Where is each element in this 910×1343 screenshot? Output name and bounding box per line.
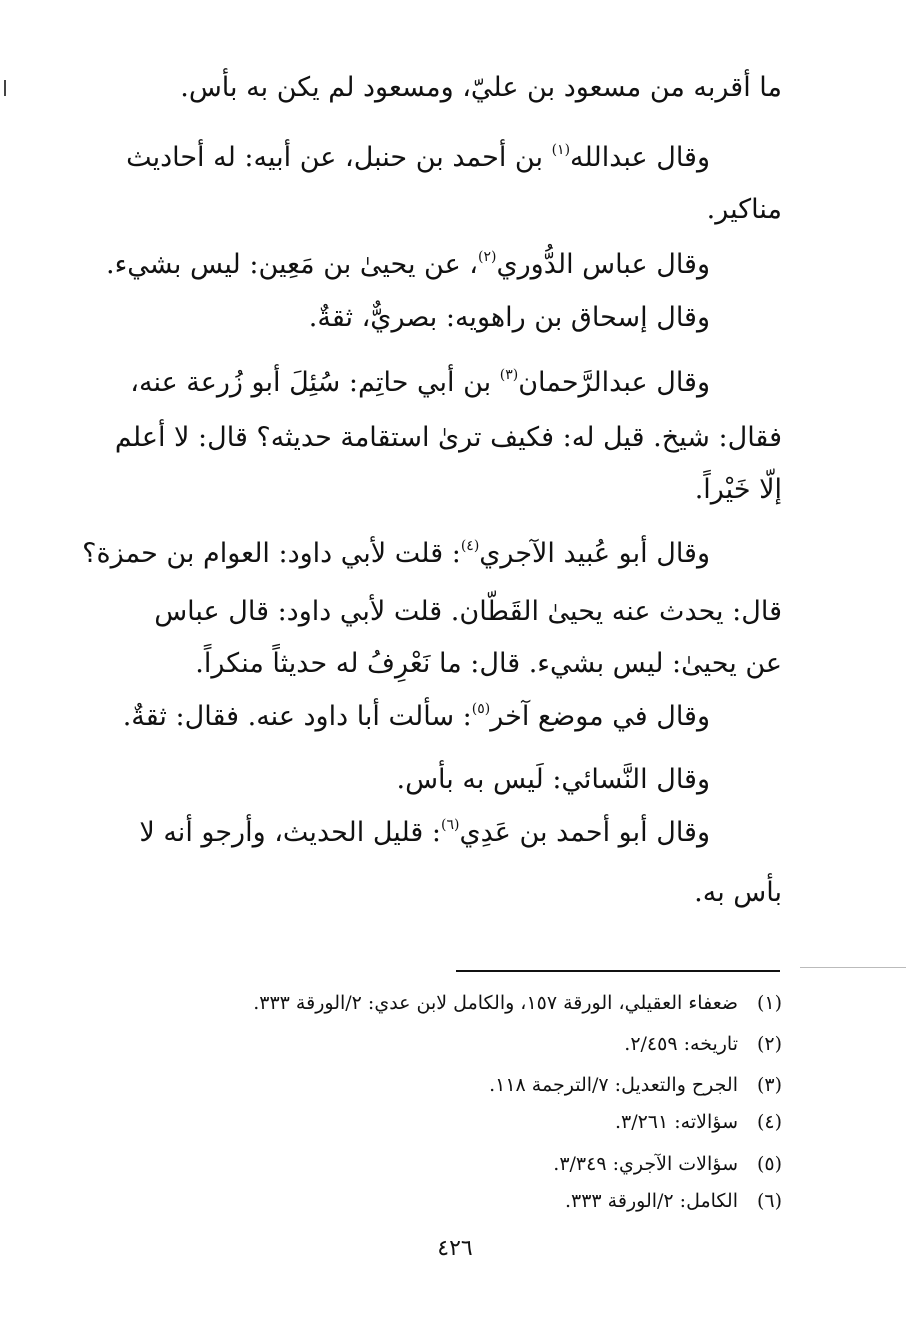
footnote-text: سؤالاته: ٣/٢٦١. <box>614 1111 738 1133</box>
page-number: ٤٢٦ <box>437 1236 473 1261</box>
text-line-5: وقال إسحاق بن راهويه: بصريٌّ، ثقةٌ. <box>308 302 710 333</box>
footnote-number: (٤) <box>756 1111 782 1133</box>
text-line-15: بأس به. <box>694 877 782 908</box>
text-line-13: وقال النَّسائي: لَيس به بأس. <box>396 764 710 795</box>
footnote-number: (٣) <box>756 1074 782 1096</box>
text-line-7: فقال: شيخ. قيل له: فكيف ترىٰ استقامة حديثه؟ قال: لا أعلم <box>114 422 782 453</box>
footnote-ref-6: (٦) <box>440 817 460 833</box>
footnote-2 <box>82 1030 782 1058</box>
footnote-3 <box>82 1071 782 1099</box>
footnote-6 <box>82 1187 782 1215</box>
text-line-6: وقال عبدالرَّحمان$^{(٣)}$ بن أبي حاتِم: سُئِلَ أبو زُرعة عنه، <box>130 367 710 398</box>
footnote-ref-3: (٣) <box>499 367 519 383</box>
footnote-number: (٥) <box>756 1153 782 1175</box>
margin-mark <box>4 80 6 96</box>
footnote-text: الجرح والتعديل: ٧/الترجمة ١١٨. <box>489 1074 738 1096</box>
footnote-ref-2: (٢) <box>478 249 497 265</box>
text-line-14: وقال أبو أحمد بن عَدِي$^{(٦)}$: قليل الحديث، وأرجو أنه لا <box>139 817 710 848</box>
text-line-4: وقال عباس الدُّوري$^{(٢)}$، عن يحيىٰ بن مَعِين: ليس بشيء. <box>106 249 710 280</box>
text-line-10: قال: يحدث عنه يحيىٰ القَطّان. قلت لأبي داود: قال عباس <box>154 596 782 627</box>
text-line-11: عن يحيىٰ: ليس بشيء. قال: ما نَعْرِفُ له حديثاً منكراً. <box>195 648 782 679</box>
text-line-12: وقال في موضع آخر$^{(٥)}$: سألت أبا داود عنه. فقال: ثقةٌ. <box>122 701 710 732</box>
footnote-separator <box>456 970 780 972</box>
text-line-8: إلّا خَيْراً. <box>694 474 782 505</box>
footnote-text: تاريخه: ٢/٤٥٩. <box>624 1033 738 1055</box>
footnote-ref-4: (٤) <box>460 538 480 554</box>
footnote-ref-1: (١) <box>551 142 571 158</box>
text-line-2: وقال عبدالله$^{(١)}$ بن أحمد بن حنبل، عن أبيه: له أحاديث <box>126 142 710 173</box>
text-line-1: ما أقربه من مسعود بن عليّ، ومسعود لم يكن به بأس. <box>180 72 782 103</box>
footnote-5 <box>82 1150 782 1178</box>
text-line-3: مناكير. <box>706 194 782 225</box>
footnote-number: (٢) <box>756 1033 782 1055</box>
footnote-ref-5: (٥) <box>471 701 491 717</box>
footnote-number: (١) <box>756 992 782 1014</box>
footnote-text: سؤالات الآجري: ٣/٣٤٩. <box>553 1153 738 1175</box>
footnote-4 <box>82 1108 782 1136</box>
faint-rule <box>800 967 906 968</box>
footnote-text: ضعفاء العقيلي، الورقة ١٥٧، والكامل لابن عدي: ٢/الورقة ٣٣٣. <box>253 992 738 1014</box>
text-line-9: وقال أبو عُبيد الآجري$^{(٤)}$: قلت لأبي داود: العوام بن حمزة؟ <box>82 538 710 569</box>
footnote-number: (٦) <box>756 1190 782 1212</box>
footnote-text: الكامل: ٢/الورقة ٣٣٣. <box>564 1190 738 1212</box>
footnote-1 <box>82 989 782 1017</box>
